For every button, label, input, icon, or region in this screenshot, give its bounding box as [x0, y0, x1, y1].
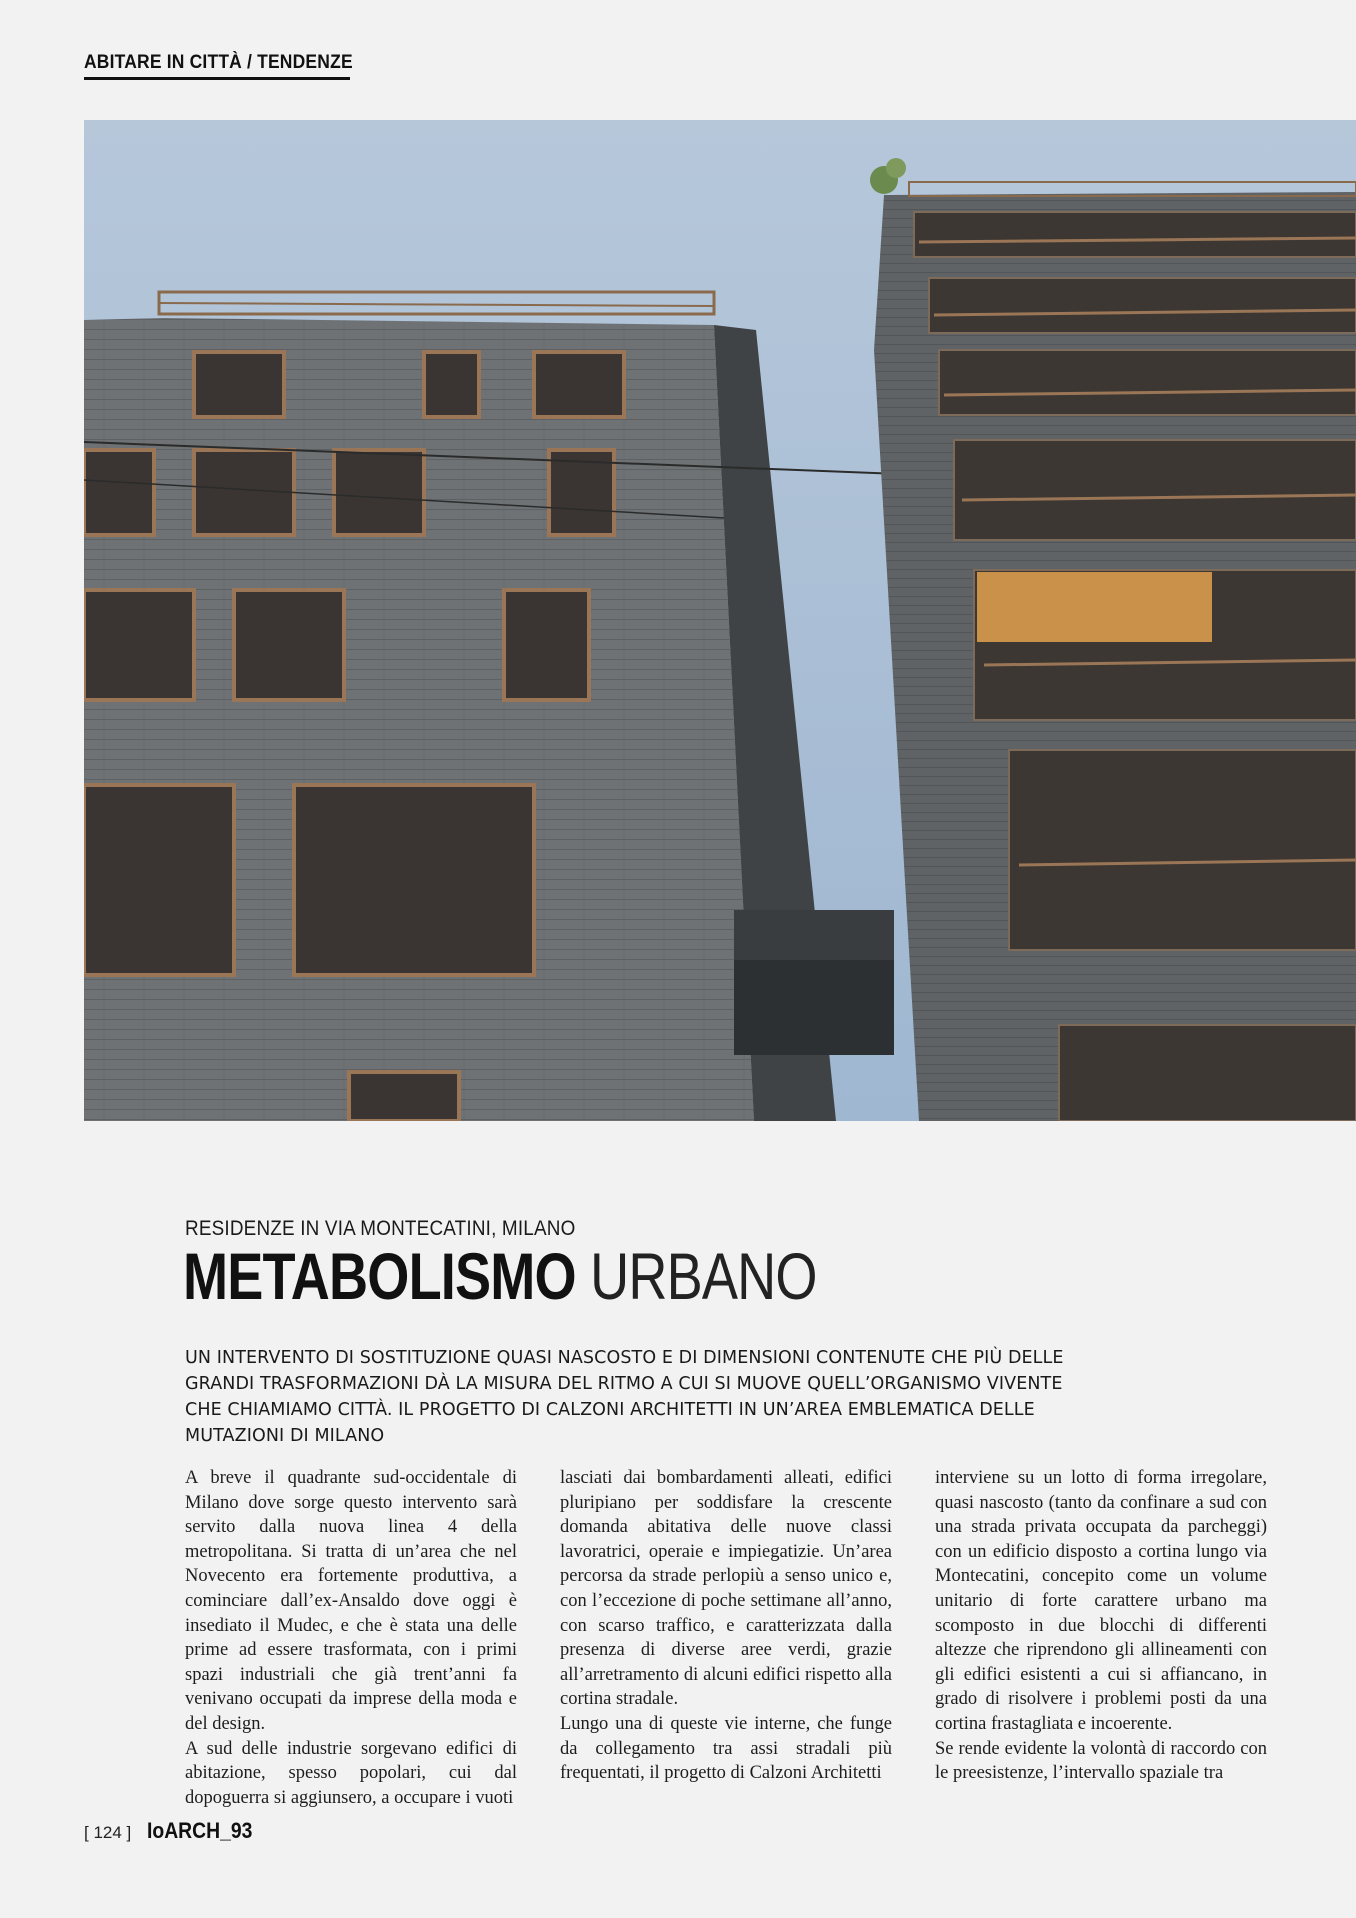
title-light: URBANO	[590, 1239, 817, 1313]
paragraph: interviene su un lotto di forma irregolare, quasi nascosto (tanto da confinare a sud con una strada privata occupata da parcheggi) con un edificio disposto a cortina lungo via Montecatini, concepito come un volume unitario di forte carattere urbano ma scomposto in due blocchi di differenti altezze che riprendono gli allineamenti con gli edifici esistenti a cui si affiancano, in grado di risolvere i problemi posti da una cortina frastagliata e incoerente.	[935, 1468, 1267, 1734]
body-column-2	[560, 1466, 892, 1786]
article-kicker: RESIDENZE IN VIA MONTECATINI, MILANO	[185, 1217, 576, 1240]
paragraph: Lungo una di queste vie interne, che funge da collegamento tra assi stradali più frequentati, il progetto di Calzoni Architetti	[560, 1713, 892, 1784]
paragraph: Se rende evidente la volontà di raccordo con le preesistenze, l’intervallo spaziale tra	[935, 1738, 1267, 1784]
article-title	[183, 1239, 817, 1313]
body-column-1	[185, 1466, 517, 1810]
paragraph: lasciati dai bombardamenti alleati, edifici pluripiano per soddisfare la crescente domanda abitativa delle nuove classi lavoratrici, operaie e impiegatizie. Un’area percorsa da strade perlopiù a senso unico e, con l’eccezione di poche settimane all’anno, con scarso traffico, e caratterizzata dalla presenza di diverse aree verdi, grazie all’arretramento di alcuni edifici rispetto alla cortina stradale.	[560, 1468, 892, 1710]
paragraph: A sud delle industrie sorgevano edifici di abitazione, spesso popolari, cui dal dopoguerra si aggiunsero, a occupare i vuoti	[185, 1738, 517, 1808]
title-bold: METABOLISMO	[183, 1239, 576, 1313]
hero-photo	[84, 120, 1356, 1121]
magazine-name: IoARCH_93	[147, 1818, 253, 1843]
section-label: ABITARE IN CITTÀ / TENDENZE	[84, 52, 353, 73]
page-footer	[84, 1818, 267, 1844]
body-column-3	[935, 1466, 1267, 1786]
building-photo-illustration	[84, 120, 1356, 1121]
article-deck: UN INTERVENTO DI SOSTITUZIONE QUASI NASCOSTO E DI DIMENSIONI CONTENUTE CHE PIÙ DELLE GRANDI TRASFORMAZIONI DÀ LA MISURA DEL RITMO A CUI SI MUOVE QUELL’ORGANISMO VIVENTE CHE CHIAMIAMO CITTÀ. IL PROGETTO DI CALZONI ARCHITETTI IN UN’AREA EMBLEMATICA DELLE MUTAZIONI DI MILANO	[185, 1348, 1064, 1446]
section-underline	[84, 77, 350, 80]
page-number: [ 124 ]	[84, 1823, 132, 1842]
paragraph: A breve il quadrante sud-occidentale di Milano dove sorge questo intervento sarà servito dalla nuova linea 4 della metropolitana. Si tratta di un’area che nel Novecento era fortemente produttiva, a cominciare dall’ex-Ansaldo dove oggi è insediato il Mudec, e che è stata una delle prime ad essere trasformata, con i primi spazi industriali che già trent’anni fa venivano occupati da imprese della moda e del design.	[185, 1468, 517, 1734]
